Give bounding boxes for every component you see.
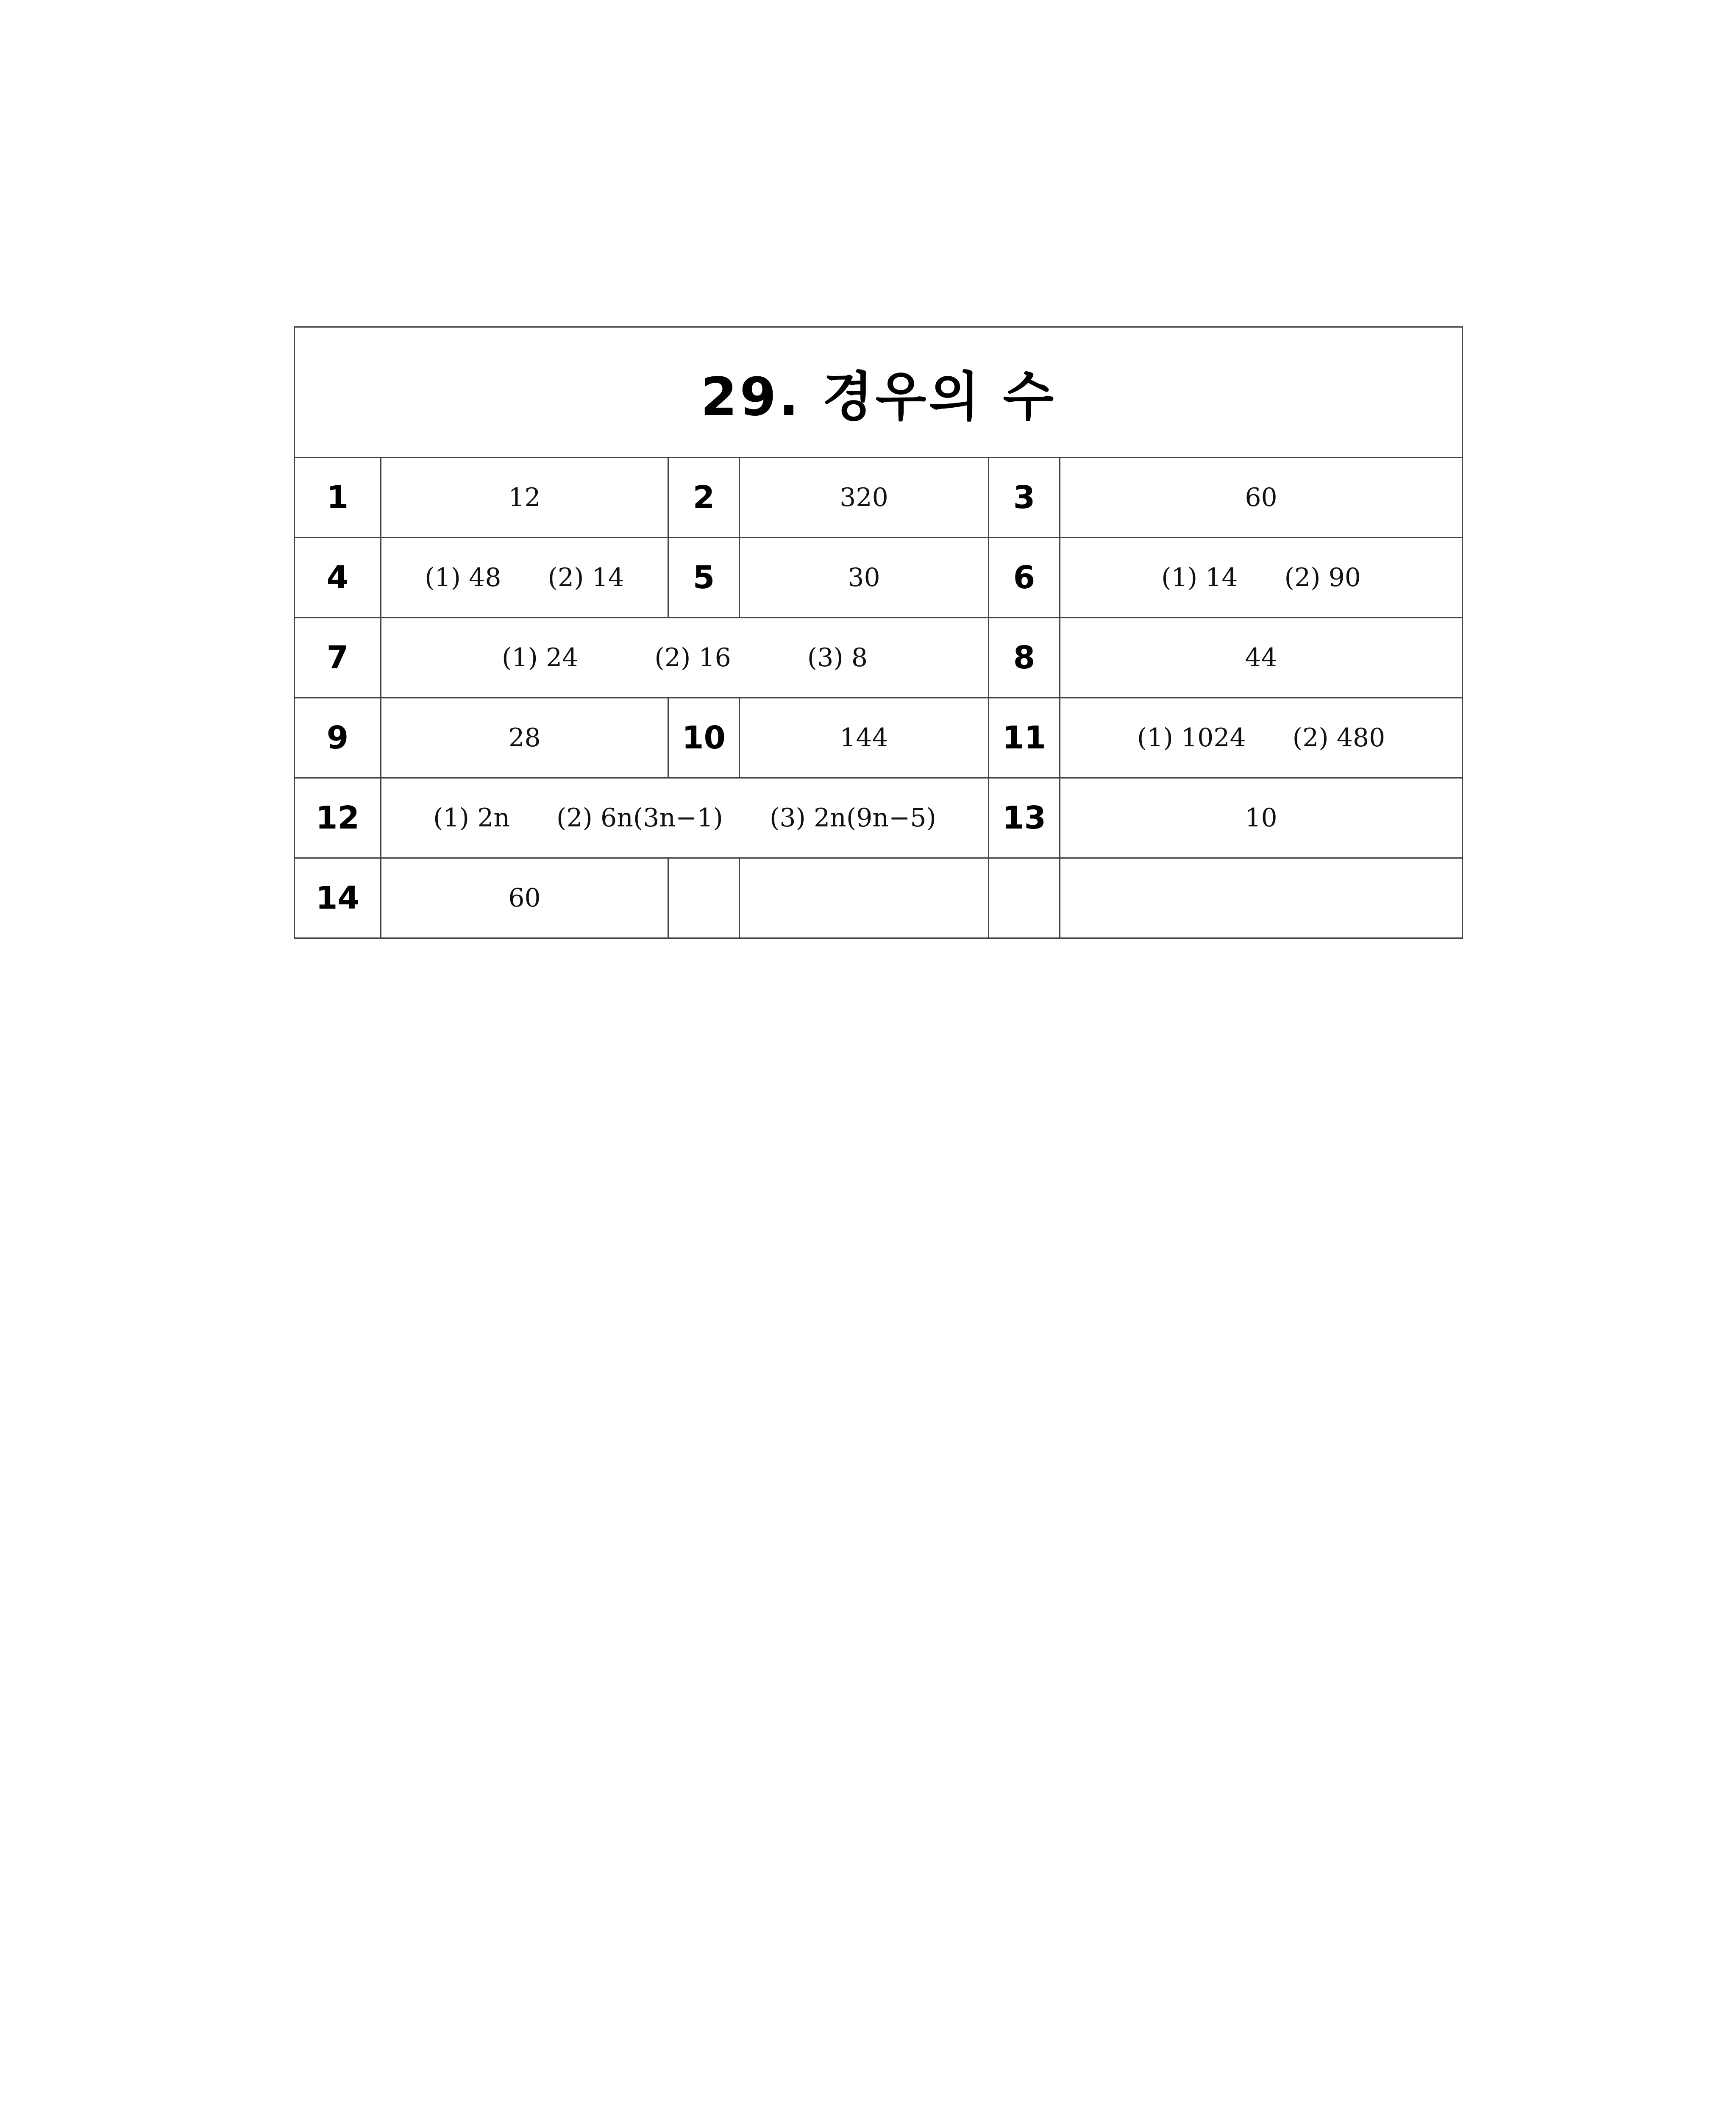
answer-value: 44 (1060, 618, 1463, 698)
answer-part: (2) 480 (1292, 723, 1385, 753)
answer-value: 30 (740, 538, 989, 618)
answer-value: 60 (381, 858, 668, 938)
answer-table (294, 326, 1463, 939)
question-number: 6 (989, 538, 1060, 618)
question-number: 9 (295, 698, 381, 778)
question-number: 5 (668, 538, 740, 618)
answer-part: (2) 14 (548, 563, 624, 592)
answer-cell (381, 778, 989, 858)
question-number: 3 (989, 458, 1060, 538)
table-row (295, 538, 1463, 618)
answer-value: 12 (381, 458, 668, 538)
empty-cell (989, 858, 1060, 938)
question-number: 1 (295, 458, 381, 538)
answer-part: (1) 2n (433, 803, 510, 833)
answer-part: (3) 8 (807, 643, 868, 673)
answer-part: (1) 24 (501, 643, 579, 673)
empty-cell (668, 858, 740, 938)
table-row (295, 618, 1463, 698)
empty-cell (740, 858, 989, 938)
page-title: 29. 경우의 수 (295, 327, 1463, 458)
question-number: 7 (295, 618, 381, 698)
answer-part: (1) 14 (1161, 563, 1238, 592)
answer-value: 144 (740, 698, 989, 778)
question-number: 12 (295, 778, 381, 858)
question-number: 13 (989, 778, 1060, 858)
answer-cell (1060, 698, 1463, 778)
table-row (295, 698, 1463, 778)
question-number: 14 (295, 858, 381, 938)
answer-part: (3) 2n(9n−5) (769, 803, 936, 833)
question-number: 11 (989, 698, 1060, 778)
answer-cell (381, 618, 989, 698)
table-row (295, 458, 1463, 538)
answer-value: 10 (1060, 778, 1463, 858)
answer-part: (2) 90 (1284, 563, 1361, 592)
question-number: 4 (295, 538, 381, 618)
table-row (295, 778, 1463, 858)
answer-part: (2) 16 (654, 643, 731, 673)
answer-part: (2) 6n(3n−1) (556, 803, 723, 833)
question-number: 10 (668, 698, 740, 778)
answer-cell (1060, 538, 1463, 618)
answer-part: (1) 48 (425, 563, 501, 592)
answer-value: 28 (381, 698, 668, 778)
answer-value: 320 (740, 458, 989, 538)
answer-part: (1) 1024 (1137, 723, 1246, 753)
table-row (295, 858, 1463, 938)
question-number: 8 (989, 618, 1060, 698)
answer-cell (381, 538, 668, 618)
question-number: 2 (668, 458, 740, 538)
answer-value: 60 (1060, 458, 1463, 538)
empty-cell (1060, 858, 1463, 938)
